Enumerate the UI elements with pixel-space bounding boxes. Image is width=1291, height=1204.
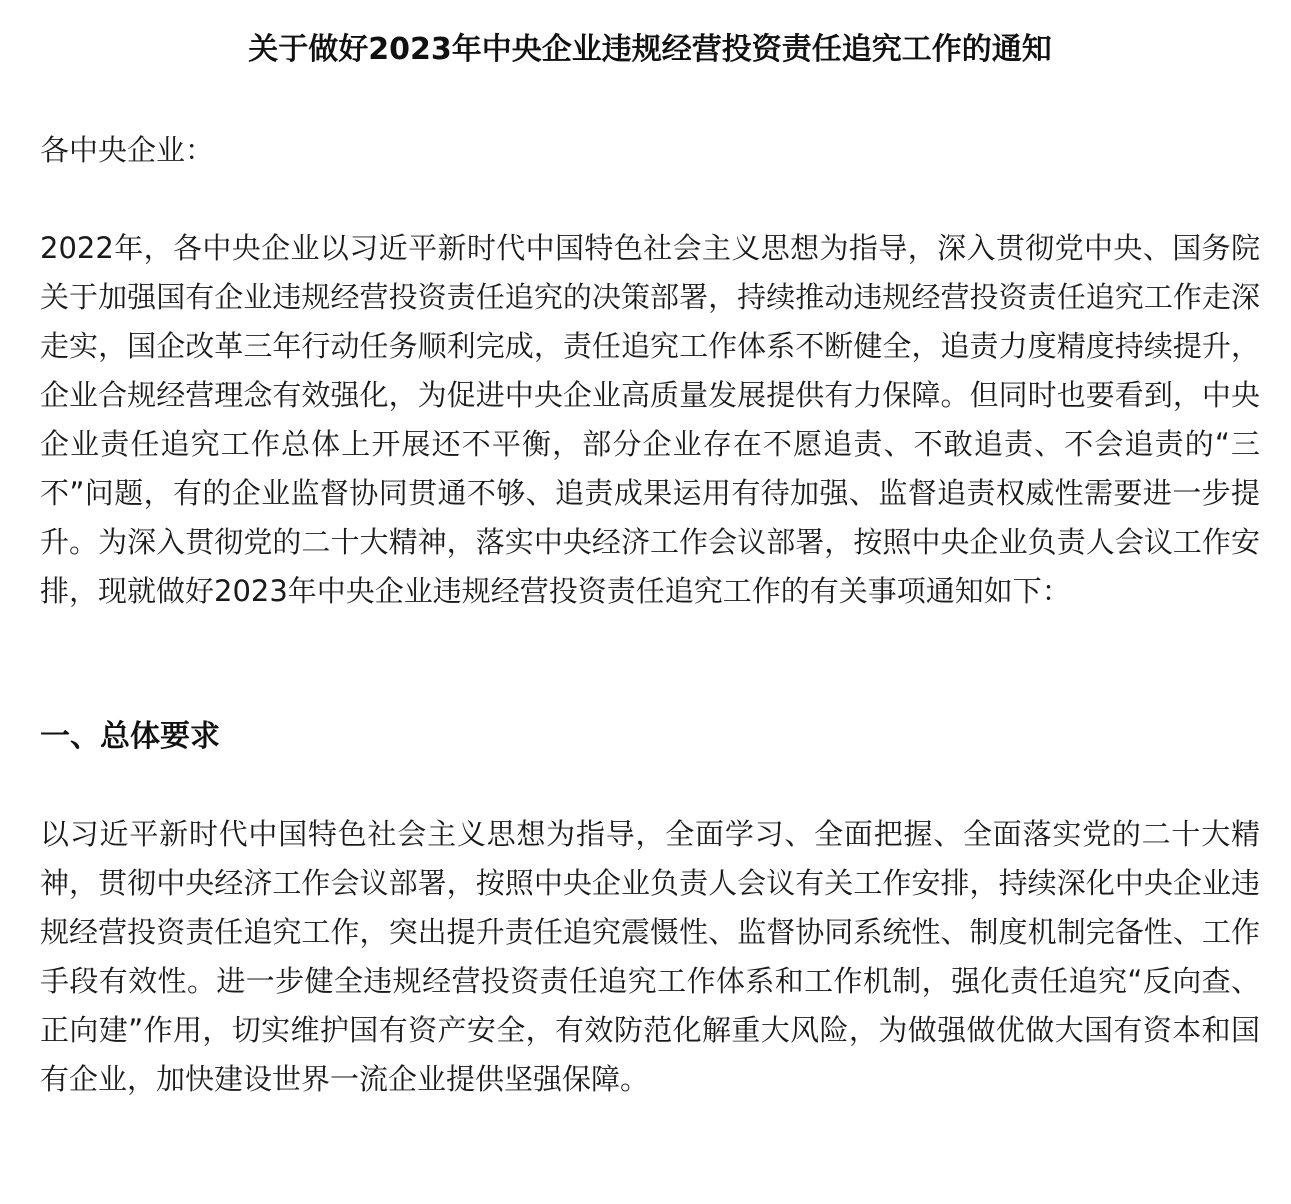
section-paragraph-general-requirements: 以习近平新时代中国特色社会主义思想为指导，全面学习、全面把握、全面落实党的二十大精神，贯彻中央经济工作会议部署，按照中央企业负责人会议有关工作安排，持续深化中央企业违规经营投资责任追究工作，突出提升责任追究震慑性、监督协同系统性、制度机制完备性、工作手段有效性。进一步健全违规经营投资责任追究工作体系和工作机制，强化责任追究“反向查、正向建”作用，切实维护国有资产安全，有效防范化解重大风险，为做强做优做大国有资本和国有企业，加快建设世界一流企业提供坚强保障。 [40, 817, 1260, 1096]
intro-paragraph: 2022年，各中央企业以习近平新时代中国特色社会主义思想为指导，深入贯彻党中央、国务院关于加强国有企业违规经营投资责任追究的决策部署，持续推动违规经营投资责任追究工作走深走实，国企改革三年行动任务顺利完成，责任追究工作体系不断健全，追责力度精度持续提升，企业合规经营理念有效强化，为促进中央企业高质量发展提供有力保障。但同时也要看到，中央企业责任追究工作总体上开展还不平衡，部分企业存在不愿追责、不敢追责、不会追责的“三不”问题，有的企业监督协同贯通不够、追责成果运用有待加强、监督追责权威性需要进一步提升。为深入贯彻党的二十大精神，落实中央经济工作会议部署，按照中央企业负责人会议工作安排，现就做好2023年中央企业违规经营投资责任追究工作的有关事项通知如下： [40, 231, 1260, 608]
document-title: 关于做好2023年中央企业违规经营投资责任追究工作的通知 [248, 32, 1052, 67]
salutation: 各中央企业： [40, 133, 215, 167]
document-page [40, 0, 1260, 1096]
section-heading-general-requirements: 一、总体要求 [40, 719, 220, 754]
